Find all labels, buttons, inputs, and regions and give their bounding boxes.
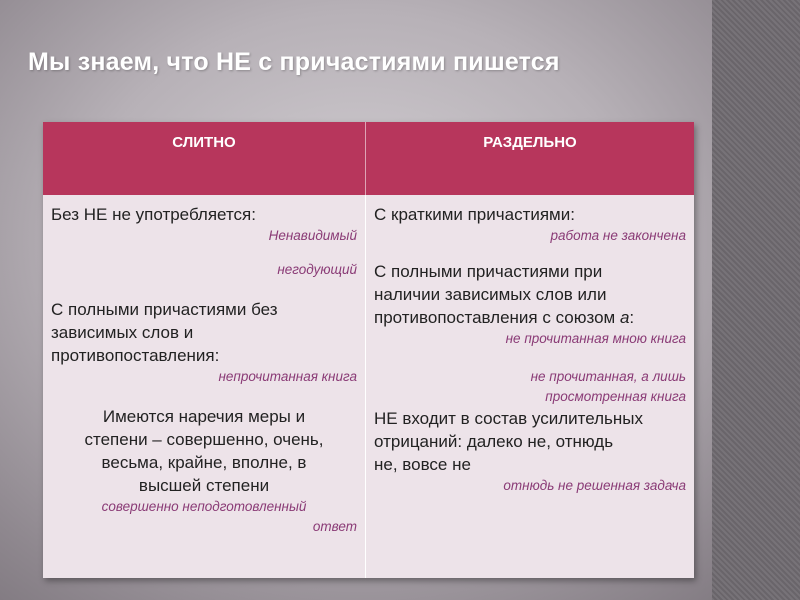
rule-line: наличии зависимых слов или: [374, 285, 607, 304]
example-rabota: работа не закончена: [550, 228, 686, 243]
example-line: совершенно неподготовленный: [101, 499, 307, 514]
rule-line: [374, 306, 686, 329]
example-line: не прочитанная, а лишь: [530, 369, 686, 384]
header-razdelno: РАЗДЕЛЬНО: [365, 122, 694, 195]
rule-line: противопоставления:: [51, 346, 220, 365]
example-mnoyu-kniga: не прочитанная мною книга: [505, 331, 686, 346]
rule-short-participles: С краткими причастиями:: [374, 205, 575, 224]
example-nenavidimy: Ненавидимый: [268, 228, 357, 243]
column-razdelno: [365, 195, 694, 578]
rule-line: С полными причастиями при: [374, 262, 603, 281]
rule-without-ne: Без НЕ не употребляется:: [51, 205, 256, 224]
rule-dependent-words: [374, 260, 686, 329]
column-slitno: [43, 195, 365, 578]
union-a: а: [619, 308, 630, 327]
rule-line: НЕ входит в состав усилительных: [374, 409, 643, 428]
example-sovershenno: [51, 497, 357, 537]
rule-line: не, вовсе не: [374, 455, 471, 474]
example-neprochitannaya: непрочитанная книга: [218, 369, 357, 384]
rule-colon: :: [629, 308, 635, 327]
example-line: ответ: [312, 519, 357, 534]
example-negoduyushchiy: негодующий: [277, 262, 357, 277]
rule-line: весьма, крайне, вполне, в: [101, 453, 307, 472]
rule-line: степени – совершенно, очень,: [84, 430, 324, 449]
comparison-table: [43, 122, 694, 578]
rule-line: Имеются наречия меры и: [102, 407, 306, 426]
decorative-side-strip: [712, 0, 800, 600]
example-prosmotrennaya: [374, 367, 686, 407]
slide-title: Мы знаем, что НЕ с причастиями пишется: [28, 48, 560, 76]
rule-line: зависимых слов и: [51, 323, 194, 342]
table-header-row: [43, 122, 694, 195]
example-line: просмотренная книга: [545, 389, 686, 404]
rule-line: отрицаний: далеко не, отнюдь: [374, 432, 614, 451]
table-body-row: [43, 195, 694, 578]
rule-line: С полными причастиями без: [51, 300, 278, 319]
rule-full-participles: [51, 298, 357, 367]
rule-adverbs-of-degree: [51, 405, 357, 497]
rule-line-text: противопоставления с союзом: [374, 308, 620, 327]
example-otnyud: отнюдь не решенная задача: [503, 478, 686, 493]
header-slitno: СЛИТНО: [172, 134, 236, 151]
rule-intensifying-negations: [374, 407, 686, 476]
rule-line: высшей степени: [138, 476, 270, 495]
